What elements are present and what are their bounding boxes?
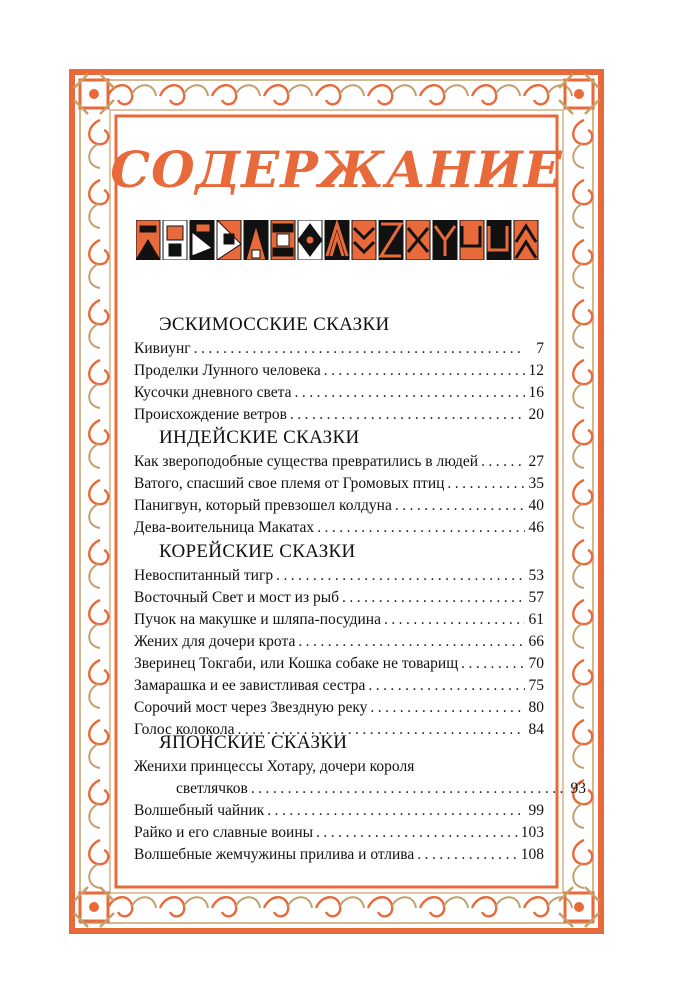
leader-dots (267, 802, 525, 820)
entry-title: Голос колокола (134, 721, 235, 738)
toc-entry[interactable] (134, 567, 544, 589)
entry-page: 66 (528, 633, 544, 650)
entry-page: 57 (528, 589, 544, 606)
entry-page: 70 (528, 655, 544, 672)
leader-dots (298, 633, 525, 651)
leader-dots (251, 780, 567, 798)
toc-entry[interactable] (134, 453, 544, 475)
toc-entry[interactable] (134, 802, 544, 824)
leader-dots (395, 497, 525, 515)
entry-page: 53 (528, 567, 544, 584)
toc-entry[interactable] (134, 384, 544, 406)
leader-dots (194, 340, 525, 358)
toc-entry[interactable] (134, 611, 544, 633)
entry-title: Невоспитанный тигр (134, 567, 274, 584)
toc-entry[interactable] (134, 699, 544, 721)
page-title: СОДЕРЖАНИЕ (110, 140, 563, 199)
section-title: ЯПОНСКИЕ СКАЗКИ (159, 732, 348, 753)
entry-title: Жених для дочери крота (134, 633, 296, 650)
leader-dots (461, 655, 525, 673)
toc-entry[interactable] (134, 758, 544, 780)
entry-page: 12 (528, 362, 544, 379)
entry-page: 75 (528, 677, 544, 694)
entry-title: Дева-воительница Макатах (134, 519, 315, 536)
toc-entry[interactable] (134, 589, 544, 611)
leader-dots (342, 589, 525, 607)
entry-page: 7 (536, 340, 544, 357)
entry-page: 27 (528, 453, 544, 470)
toc-entry[interactable] (134, 406, 544, 428)
entry-title: Как звероподобные существа превратились в людей (134, 453, 479, 470)
toc-entry[interactable] (134, 846, 544, 868)
entry-page: 80 (528, 699, 544, 716)
toc-entry[interactable] (134, 519, 544, 541)
entry-title: Женихи принцессы Хотару, дочери короля (134, 758, 415, 775)
entry-title: светлячков (176, 780, 248, 797)
leader-dots (290, 406, 525, 424)
section-title: ИНДЕЙСКИЕ СКАЗКИ (159, 427, 360, 448)
entry-title: Кусочки дневного света (134, 384, 292, 401)
entry-page: 108 (520, 846, 544, 863)
entry-page: 99 (528, 802, 544, 819)
entry-page: 84 (528, 721, 544, 738)
toc-entry[interactable] (134, 655, 544, 677)
entry-title: Восточный Свет и мост из рыб (134, 589, 340, 606)
entry-page: 103 (520, 824, 544, 841)
entry-title: Волшебные жемчужины прилива и отлива (134, 846, 415, 863)
toc-entry[interactable] (134, 824, 544, 846)
entry-title: Проделки Лунного человека (134, 362, 321, 379)
leader-dots (316, 824, 518, 842)
entry-title: Райко и его славные воины (134, 824, 314, 841)
leader-dots (481, 453, 525, 471)
entry-page: 93 (570, 780, 586, 797)
section-title: ЭСКИМОССКИЕ СКАЗКИ (159, 314, 390, 335)
entry-page: 61 (528, 611, 544, 628)
entry-page: 46 (528, 519, 544, 536)
entry-page: 16 (528, 384, 544, 401)
leader-dots (324, 362, 525, 380)
toc-entry[interactable] (134, 475, 544, 497)
entry-page: 40 (528, 497, 544, 514)
entry-title: Пучок на макушке и шляпа-посудина (134, 611, 381, 628)
leader-dots (417, 846, 517, 864)
toc-entry[interactable] (134, 497, 544, 519)
decorative-tile-strip (136, 220, 540, 260)
leader-dots (295, 384, 526, 402)
entry-title: Волшебный чайник (134, 802, 265, 819)
leader-dots (368, 677, 525, 695)
toc-entry[interactable] (134, 362, 544, 384)
entry-title: Панигвун, который превзошел колдуна (134, 497, 392, 514)
entry-page: 20 (528, 406, 544, 423)
entry-title: Ватого, спасший свое племя от Громовых птиц (134, 475, 445, 492)
entry-page: 35 (528, 475, 544, 492)
entry-title: Замарашка и ее завистливая сестра (134, 677, 366, 694)
entry-title: Кивиунг (134, 340, 191, 357)
entry-title: Происхождение ветров (134, 406, 287, 423)
leader-dots (276, 567, 525, 585)
section-title: КОРЕЙСКИЕ СКАЗКИ (159, 541, 356, 562)
entry-title: Зверинец Токгаби, или Кошка собаке не товарищ (134, 655, 459, 672)
leader-dots (370, 699, 525, 717)
leader-dots (447, 475, 525, 493)
entry-title: Сорочий мост через Звездную реку (134, 699, 368, 716)
leader-dots (384, 611, 525, 629)
leader-dots (317, 519, 525, 537)
toc-entry[interactable] (134, 677, 544, 699)
toc-entry[interactable] (134, 633, 544, 655)
toc-entry[interactable] (134, 340, 544, 362)
toc-entry-continuation[interactable] (134, 780, 586, 802)
